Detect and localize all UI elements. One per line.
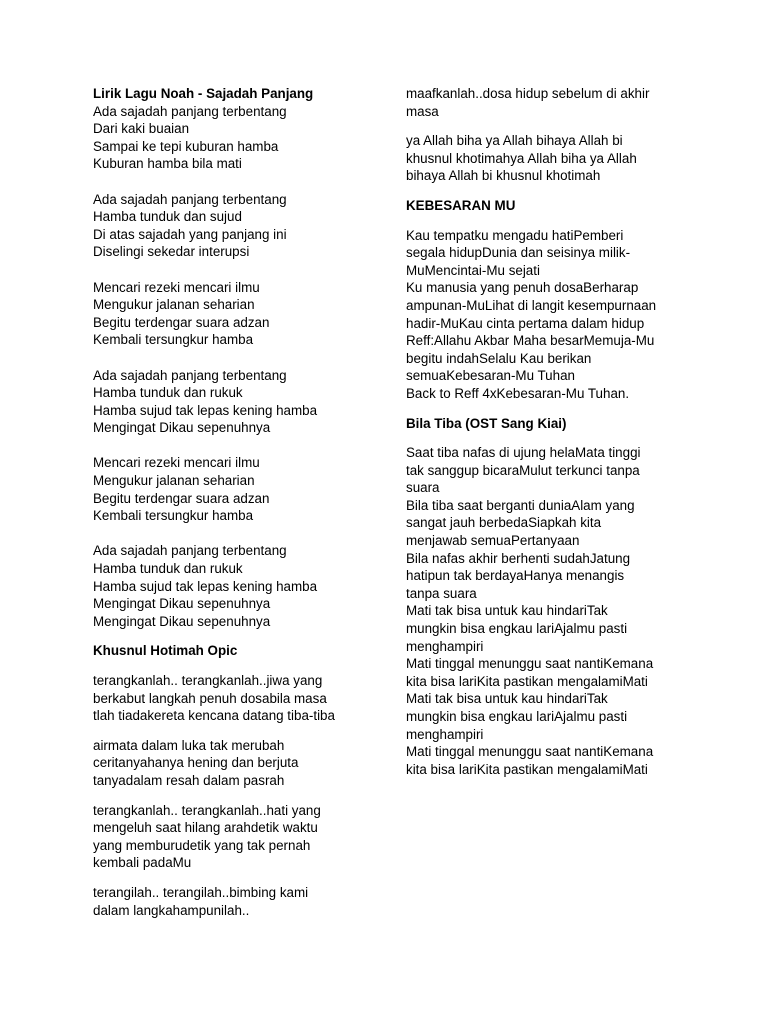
lyric-line: tanpa suara [406,585,477,601]
lyric-line: Reff:Allahu Akbar Maha besarMemuja-Mu [406,333,655,349]
lyric-line: Mengingat Dikau sepenuhnya [93,420,271,436]
lyric-line: Kuburan hamba bila mati [93,156,242,172]
lyric-line: menghampiri [406,638,484,654]
lyrics-intro [93,103,368,173]
lyric-line: terangkanlah.. terangkanlah..hati yang [93,802,321,818]
lyrics-paragraph [93,802,368,872]
lyric-line: airmata dalam luka tak merubah [93,737,285,753]
lyric-line: Mencari rezeki mencari ilmu [93,455,260,471]
lyrics-paragraph [406,85,696,120]
lyric-line: Bila tiba saat berganti duniaAlam yang [406,497,635,513]
lyric-line: bihaya Allah bi khusnul khotimah [406,168,601,184]
lyric-line: Saat tiba nafas di ujung helaMata tinggi [406,445,641,461]
lyric-line: hadir-MuKau cinta pertama dalam hidup [406,315,645,331]
lyric-line: tak sanggup bicaraMulut terkunci tanpa [406,462,640,478]
lyrics-paragraph [406,444,696,778]
lyric-line: yang memburudetik yang tak pernah [93,837,311,853]
lyric-line: Ada sajadah panjang terbentang [93,103,287,119]
lyric-line: maafkanlah..dosa hidup sebelum di akhir [406,86,650,101]
lyric-line: ampunan-MuLihat di langit kesempurnaan [406,297,657,313]
lyric-line: Hamba sujud tak lepas kening hamba [93,402,318,418]
lyric-line: Hamba sujud tak lepas kening hamba [93,578,318,594]
lyric-line: hatipun tak berdayaHanya menangis [406,568,625,584]
song-title-khusnul-hotimah: Khusnul Hotimah Opic [93,643,238,659]
lyric-line: Mencari rezeki mencari ilmu [93,279,260,295]
lyric-line: suara [406,480,440,496]
lyric-line: Mengingat Dikau sepenuhnya [93,613,271,629]
lyric-line: mungkin bisa engkau lariAjalmu pasti [406,709,628,724]
lyrics-paragraph [406,227,696,403]
lyric-line: Ku manusia yang penuh dosaBerharap [406,280,639,296]
lyrics-stanza [93,279,368,349]
lyric-line: sangat jauh berbedaSiapkah kita [406,515,602,531]
lyric-line: Begitu terdengar suara adzan [93,314,270,330]
lyric-line: Mati tak bisa untuk kau hindariTak [406,603,608,619]
lyrics-paragraph [93,672,368,725]
lyric-line: Begitu terdengar suara adzan [93,490,270,506]
lyric-line: Mengukur jalanan seharian [93,473,255,489]
lyric-line: Kembali tersungkur hamba [93,332,254,348]
lyric-line: terangkanlah.. terangkanlah..jiwa yang [93,673,323,688]
lyric-line: MuMencintai-Mu sejati [406,262,540,278]
lyric-line: Di atas sajadah yang panjang ini [93,226,287,242]
lyric-line: semuaKebesaran-Mu Tuhan [406,368,575,384]
lyrics-paragraph [93,884,368,919]
lyric-line: Mati tinggal menunggu saat nantiKemana [406,656,654,672]
lyric-line: Ada sajadah panjang terbentang [93,543,287,559]
lyric-line: Dari kaki buaian [93,121,190,137]
lyric-line: mengeluh saat hilang arahdetik waktu [93,820,318,836]
lyric-line: terangilah.. terangilah..bimbing kami [93,884,309,900]
lyric-line: Diselingi sekedar interupsi [93,244,250,260]
lyric-line: Mati tinggal menunggu saat nantiKemana [406,744,654,760]
lyric-line: Mengingat Dikau sepenuhnya [93,596,271,612]
lyric-line: kembali padaMu [93,855,192,871]
left-column [93,85,368,919]
song-title-kebesaran-mu: KEBESARAN MU [406,197,516,213]
lyric-line: menjawab semuaPertanyaan [406,533,580,549]
lyric-line: kita bisa lariKita pastikan mengalamiMati [406,761,648,777]
lyric-line: masa [406,103,439,119]
lyric-line: khusnul khotimahya Allah biha ya Allah [406,150,637,166]
lyrics-stanza [93,367,368,437]
lyric-line: Sampai ke tepi kuburan hamba [93,138,279,154]
lyric-line: Kau tempatku mengadu hatiPemberi [406,227,624,243]
song-title-bila-tiba: Bila Tiba (OST Sang Kiai) [406,415,567,431]
lyric-line: Kembali tersungkur hamba [93,508,254,524]
lyric-line: mungkin bisa engkau lariAjalmu pasti [406,621,628,637]
lyrics-stanza [93,454,368,524]
lyric-line: dalam langkahampunilah.. [93,902,250,918]
lyrics-paragraph [406,132,696,185]
lyric-line: Bila nafas akhir berhenti sudahJatung [406,550,631,566]
lyric-line: tlah tiadakereta kencana datang tiba-tiba [93,708,335,724]
lyric-line: Hamba tunduk dan sujud [93,209,242,225]
lyrics-stanza [93,542,368,630]
lyric-line: segala hidupDunia dan seisinya milik- [406,245,631,261]
song-title-sajadah-panjang: Lirik Lagu Noah - Sajadah Panjang [93,86,314,101]
lyric-line: Hamba tunduk dan rukuk [93,561,243,577]
lyrics-paragraph [93,737,368,790]
right-column [406,85,696,778]
lyric-line: ceritanyahanya hening dan berjuta [93,755,299,771]
lyric-line: Ada sajadah panjang terbentang [93,191,287,207]
lyric-line: ya Allah biha ya Allah bihaya Allah bi [406,133,623,149]
lyric-line: berkabut langkah penuh dosabila masa [93,690,327,706]
lyric-line: tanyadalam resah dalam pasrah [93,772,285,788]
lyric-line: begitu indahSelalu Kau berikan [406,350,592,366]
lyrics-stanza [93,191,368,261]
lyric-line: Hamba tunduk dan rukuk [93,385,243,401]
lyric-line: Back to Reff 4xKebesaran-Mu Tuhan. [406,385,630,401]
lyric-line: Mengukur jalanan seharian [93,297,255,313]
lyric-line: menghampiri [406,726,484,742]
lyric-line: kita bisa lariKita pastikan mengalamiMati [406,673,648,689]
lyric-line: Ada sajadah panjang terbentang [93,367,287,383]
lyric-line: Mati tak bisa untuk kau hindariTak [406,691,608,707]
